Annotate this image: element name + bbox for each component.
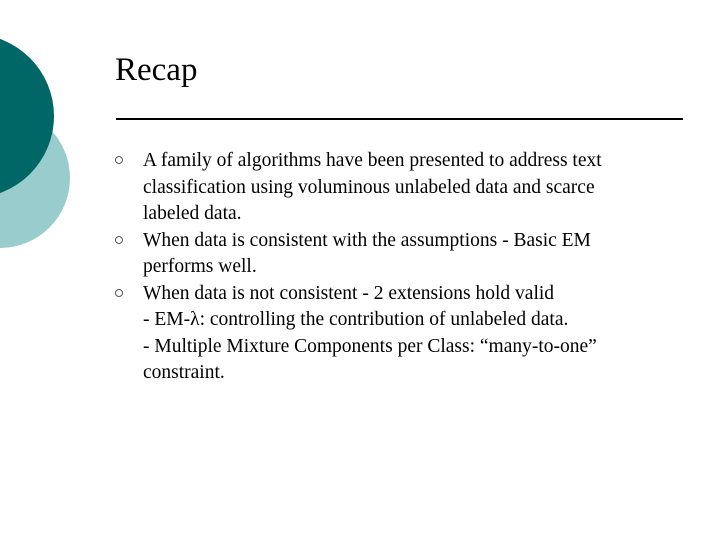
decorative-circles bbox=[0, 0, 80, 290]
bullet-text-line: labeled data. bbox=[143, 203, 242, 224]
slide-title: Recap bbox=[115, 52, 198, 88]
bullet-text-line: A family of algorithms have been presented to address text bbox=[143, 150, 602, 171]
bullet-text-line: When data is not consistent - 2 extensions hold valid bbox=[143, 282, 555, 304]
bullet-text-line: performs well. bbox=[143, 256, 257, 277]
hollow-circle-icon bbox=[115, 236, 123, 244]
bullet-text-line: When data is consistent with the assumptions - Basic EM bbox=[143, 229, 591, 251]
bullet-item-3 bbox=[115, 281, 685, 387]
bullet-item-1 bbox=[115, 148, 685, 228]
sub-item-text: constraint. bbox=[143, 362, 225, 383]
bullet-item-2 bbox=[115, 228, 685, 281]
title-underline bbox=[116, 118, 683, 120]
sub-item-text: - Multiple Mixture Components per Class: “many-to-one” bbox=[143, 335, 597, 357]
hollow-circle-icon bbox=[115, 289, 123, 297]
sub-item-text: - EM-λ: controlling the contribution of unlabeled data. bbox=[143, 309, 569, 330]
hollow-circle-icon bbox=[115, 156, 123, 164]
bullet-list bbox=[115, 148, 685, 387]
bullet-text-line: classification using voluminous unlabeled data and scarce bbox=[143, 176, 595, 198]
